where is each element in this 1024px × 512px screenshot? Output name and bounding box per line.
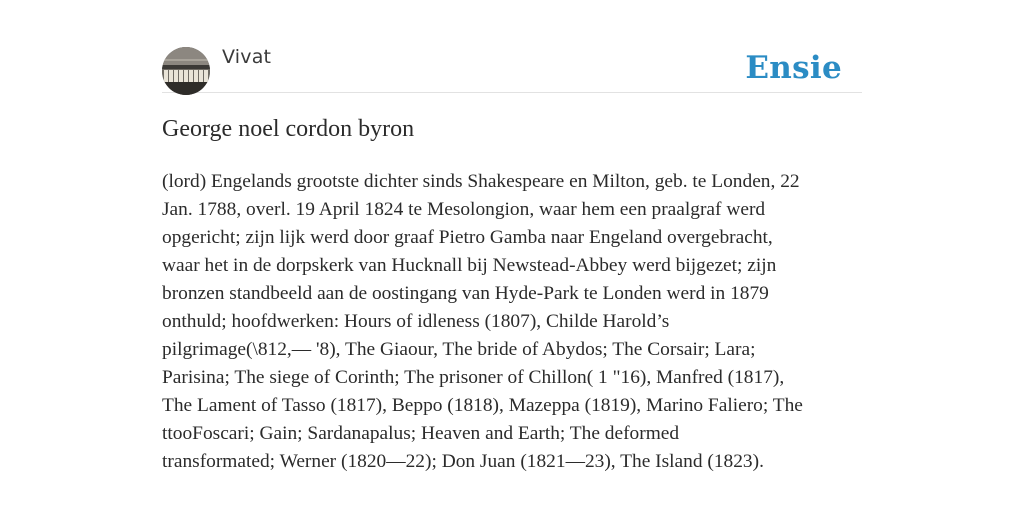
entry-card [162,44,862,472]
body-line: pilgrimage(\812,— '8), The Giaour, The bride of Abydos; The Corsair; Lara; [162,339,756,360]
entry-title: George noel cordon byron [162,116,415,142]
author-avatar[interactable] [162,47,210,95]
body-line: The Lament of Tasso (1817), Beppo (1818), Mazeppa (1819), Marino Faliero; The [162,395,803,416]
author-name[interactable]: Vivat [222,46,272,68]
body-line: Jan. 1788, overl. 19 April 1824 te Mesolongion, waar hem een praalgraf werd [162,199,766,220]
body-line: opgericht; zijn lijk werd door graaf Pietro Gamba naar Engeland overgebracht, [162,227,773,248]
body-line: ttooFoscari; Gain; Sardanapalus; Heaven and Earth; The deformed [162,423,680,444]
typewriter-keys-avatar-icon [162,47,210,95]
body-line: (lord) Engelands grootste dichter sinds Shakespeare en Milton, geb. te Londen, 22 [162,171,800,192]
body-line: bronzen standbeeld aan de oostingang van Hyde-Park te Londen werd in 1879 [162,283,769,304]
brand-logo[interactable]: Ensie [745,50,842,86]
entry-body [162,168,862,476]
body-line: waar het in de dorpskerk van Hucknall bij Newstead-Abbey werd bijgezet; zijn [162,255,777,276]
entry-header [162,44,862,93]
body-line: onthuld; hoofdwerken: Hours of idleness (1807), Childe Harold’s [162,311,670,332]
body-line: Parisina; The siege of Corinth; The prisoner of Chillon( 1 "16), Manfred (1817), [162,367,785,388]
body-line: transformated; Werner (1820—22); Don Juan (1821—23), The Island (1823). [162,451,764,472]
